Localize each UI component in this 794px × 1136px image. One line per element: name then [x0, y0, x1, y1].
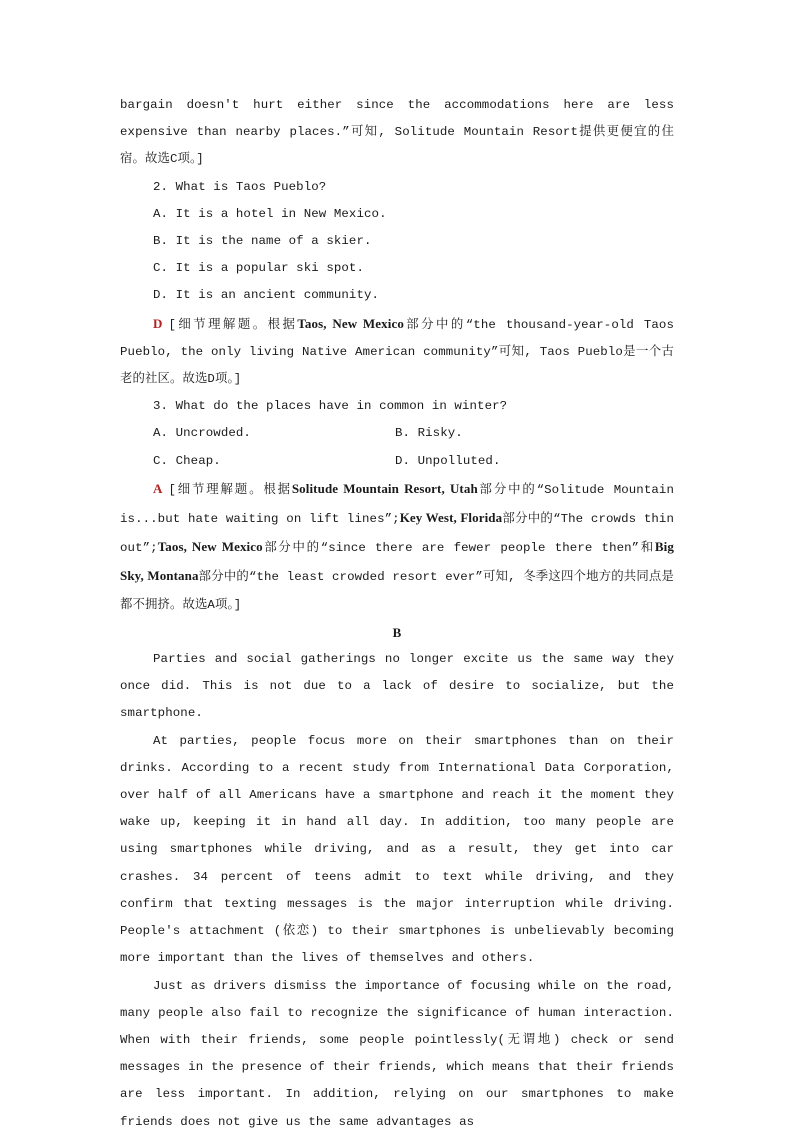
q2-explanation: D [细节理解题。根据Taos, New Mexico部分中的“the thousand-year-old Taos Pueblo, the only living Native American community”可知, Taos Pueblo是一个古老的社区。故选D项。]: [120, 315, 674, 387]
q3-answer: A: [153, 480, 163, 496]
section-heading: B: [392, 624, 402, 640]
q2-option-b: B. It is the name of a skier.: [153, 234, 372, 249]
q3-option-b: B. Risky.: [395, 426, 463, 441]
q2-option-d: D. It is an ancient community.: [153, 288, 380, 303]
q3-option-d: D. Unpolluted.: [395, 453, 501, 468]
q3-option-a: A. Uncrowded.: [153, 426, 251, 441]
q1-explanation-end: bargain doesn't hurt either since the accommodations here are less expensive than nearby places.”可知, Solitude Mountain Resort提供更便宜的住宿。故选C项。]: [120, 98, 674, 167]
q2-answer: D: [153, 315, 163, 331]
q2-stem: 2. What is Taos Pueblo?: [153, 179, 327, 194]
q3-explanation: A [细节理解题。根据Solitude Mountain Resort, Utah部分中的“Solitude Mountain is...but hate waiting on lift lines”;Key West, Florida部分中的“The crowds thin out”;Taos, New Mexico部分中的“since there are fewer people there then”和Big Sky, Montana部分中的“the least crowded resort ever”可知, 冬季这四个地方的共同点是都不拥挤。故选A项。]: [120, 480, 674, 612]
q2-option-a: A. It is a hotel in New Mexico.: [153, 206, 387, 221]
q3-option-c: C. Cheap.: [153, 453, 221, 468]
passage-paragraph-2: At parties, people focus more on their smartphones than on their drinks. According to a recent study from International Data Corporation, over half of all Americans have a smartphone and reach it the moment they wake up, keeping it in hand all day. In addition, too many people are using smartphones while driving, and as a result, they get into car crashes. 34 percent of teens admit to text while driving, and they confirm that texting messages is the major interruption while driving. People's attachment (依恋) to their smartphones is unbelievably becoming more important than the lives of themselves and others.: [120, 733, 674, 966]
q3-options-row-2: [120, 448, 674, 475]
passage-paragraph-1: Parties and social gatherings no longer excite us the same way they once did. This is not due to a lack of desire to socialize, but the smartphone.: [120, 652, 674, 721]
q2-bold-location: Taos, New Mexico: [297, 315, 404, 331]
document-page: [120, 92, 674, 1136]
q3-options-row-1: [120, 420, 674, 447]
q2-option-c: C. It is a popular ski spot.: [153, 261, 364, 276]
q3-stem: 3. What do the places have in common in winter?: [153, 399, 508, 414]
passage-paragraph-3: Just as drivers dismiss the importance of focusing while on the road, many people also fail to recognize the significance of human interaction. When with their friends, some people pointlessly(无谓地) check or send messages in the presence of their friends, which means that their friends are less important. In addition, relying on our smartphones to make friends does not give us the same advantages as: [120, 978, 674, 1129]
